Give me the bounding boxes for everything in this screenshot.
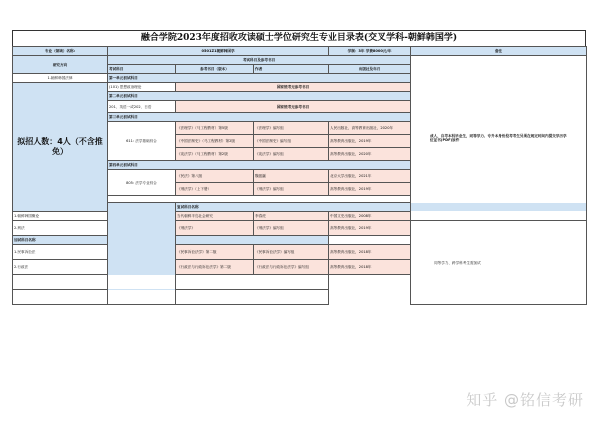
exam-scope-row <box>13 56 587 65</box>
subject-label: 考试科目 <box>108 65 176 74</box>
unit4-label: 第四单元初试科目 <box>108 161 411 170</box>
unit4-author: 《刑法学》编写组 <box>254 183 329 196</box>
retest-book: 《刑法学》 <box>176 221 254 236</box>
unit2-label: 第二单元初试科目 <box>108 92 411 101</box>
unit2-subject: 201、英语一或202、日语 <box>108 101 176 113</box>
direction-cell: 1.朝鲜韩国法律 <box>13 74 108 83</box>
system-info: 学制：3年 学费8000元/年 <box>329 47 411 56</box>
remark-bottom-cell <box>411 221 587 305</box>
unit1-subject: (101) 思想政治理论 <box>108 83 176 92</box>
unit3-subject: 611: 法学基础综合 <box>108 122 176 161</box>
unit3-author: 《宪法学》编写组 <box>254 148 329 161</box>
header-row <box>13 47 587 56</box>
unit4-subject: 805: 法学专业综合 <box>108 170 176 196</box>
retest-label: 复试科目名称 <box>176 203 587 212</box>
blank-cell <box>13 290 329 305</box>
quota-text: 拟招人数：4人（不含推免） <box>17 137 103 156</box>
author-label: 作者 <box>254 65 329 74</box>
extra-book: 《民事诉讼法学》第二版 <box>176 245 254 260</box>
unit4-book: 《刑法学》（上下册） <box>176 183 254 196</box>
major-label: 专业（领域）名称: <box>13 47 108 56</box>
unit3-label: 第三单元初试科目 <box>108 113 411 122</box>
quota-cell <box>13 83 108 212</box>
book-label: 参考书目（版本） <box>176 65 254 74</box>
extra-pub: 高等教育出版社，2018年 <box>329 245 411 260</box>
extra-book: 《行政法与行政诉讼法学》第二版 <box>176 260 254 275</box>
publisher-label: 出版社及年月 <box>329 65 411 74</box>
unit3-pub: 人民出版社，高等教育出版社，2020年 <box>329 122 411 135</box>
watermark: 知乎 @铭信考研 <box>466 391 584 409</box>
spacer-cell <box>108 196 411 203</box>
remark-bottom: 同等学力、跨学科考生需加试 <box>434 260 481 265</box>
catalog-sheet <box>12 30 586 305</box>
extra-author: 《行政法与行政诉讼法学》编写组 <box>254 260 329 275</box>
retest-pub: 高等教育出版社，2019年 <box>329 221 411 236</box>
unit3-pub: 高等教育出版社，2019年 <box>329 135 411 148</box>
exam-scope-label: 考试科目及参考书目 <box>108 56 411 65</box>
unit4-pub: 北京大学出版社，2021年 <box>329 170 411 183</box>
extra-label: 加试科目名称 <box>13 236 329 245</box>
retest-subject: 2.刑法 <box>13 221 108 236</box>
blank-cell <box>13 275 329 290</box>
retest-author: 《刑法学》编写组 <box>254 221 329 236</box>
unit4-pub: 高等教育出版社，2019年 <box>329 183 411 196</box>
direction-label: 研究方向 <box>13 56 108 74</box>
unit3-book: 《中国法制史》（马工程教材）第2版 <box>176 135 254 148</box>
unit3-author: 《法理学》编写组 <box>254 122 329 135</box>
extra-pub: 高等教育出版社，2018年 <box>329 260 411 275</box>
unit3-book: 《法理学》（马工程教材）第5版 <box>176 122 254 135</box>
retest-subject: 1.朝鲜韩国概论 <box>13 212 108 221</box>
page-title: 融合学院2023年度招收攻读硕士学位研究生专业目录表(交叉学科-朝鲜韩国学) <box>12 30 586 46</box>
retest-row <box>13 221 587 236</box>
remark-cell <box>411 56 587 221</box>
unit4-book: 《民法》第八版 <box>176 170 254 183</box>
extra-subject: 2.行政法 <box>13 260 108 275</box>
remark-label: 备注 <box>411 47 587 56</box>
unit3-author: 《中国法制史》编写组 <box>254 135 329 148</box>
unit3-book: 《宪法学》（马工程教材）第2版 <box>176 148 254 161</box>
catalog-table <box>12 46 587 305</box>
remark-top: 成人，自考本科毕业生，同等学力、专升本身份投考考生另须在规定时间内提交学历学位证书(PDF)原件 <box>430 134 567 142</box>
retest-book: 当代朝鲜半岛社会研究 <box>176 212 254 221</box>
unit1-label: 第一单元初试科目 <box>108 74 411 83</box>
extra-subject: 1.民事诉讼法 <box>13 245 108 260</box>
unit1-note: 国家统考无参考书目 <box>176 83 411 92</box>
retest-author: 李春虎 <box>254 212 329 221</box>
extra-author: 《民事诉讼法学》编写组 <box>254 245 329 260</box>
major-value: 0501Z1朝鲜韩国学 <box>108 47 329 56</box>
unit4-author: 魏振瀛 <box>254 170 329 183</box>
unit3-pub: 高等教育出版社，2020年 <box>329 148 411 161</box>
unit2-note: 国家统考无参考书目 <box>176 101 411 113</box>
retest-pub: 中国文史出版社，2008年 <box>329 212 411 221</box>
